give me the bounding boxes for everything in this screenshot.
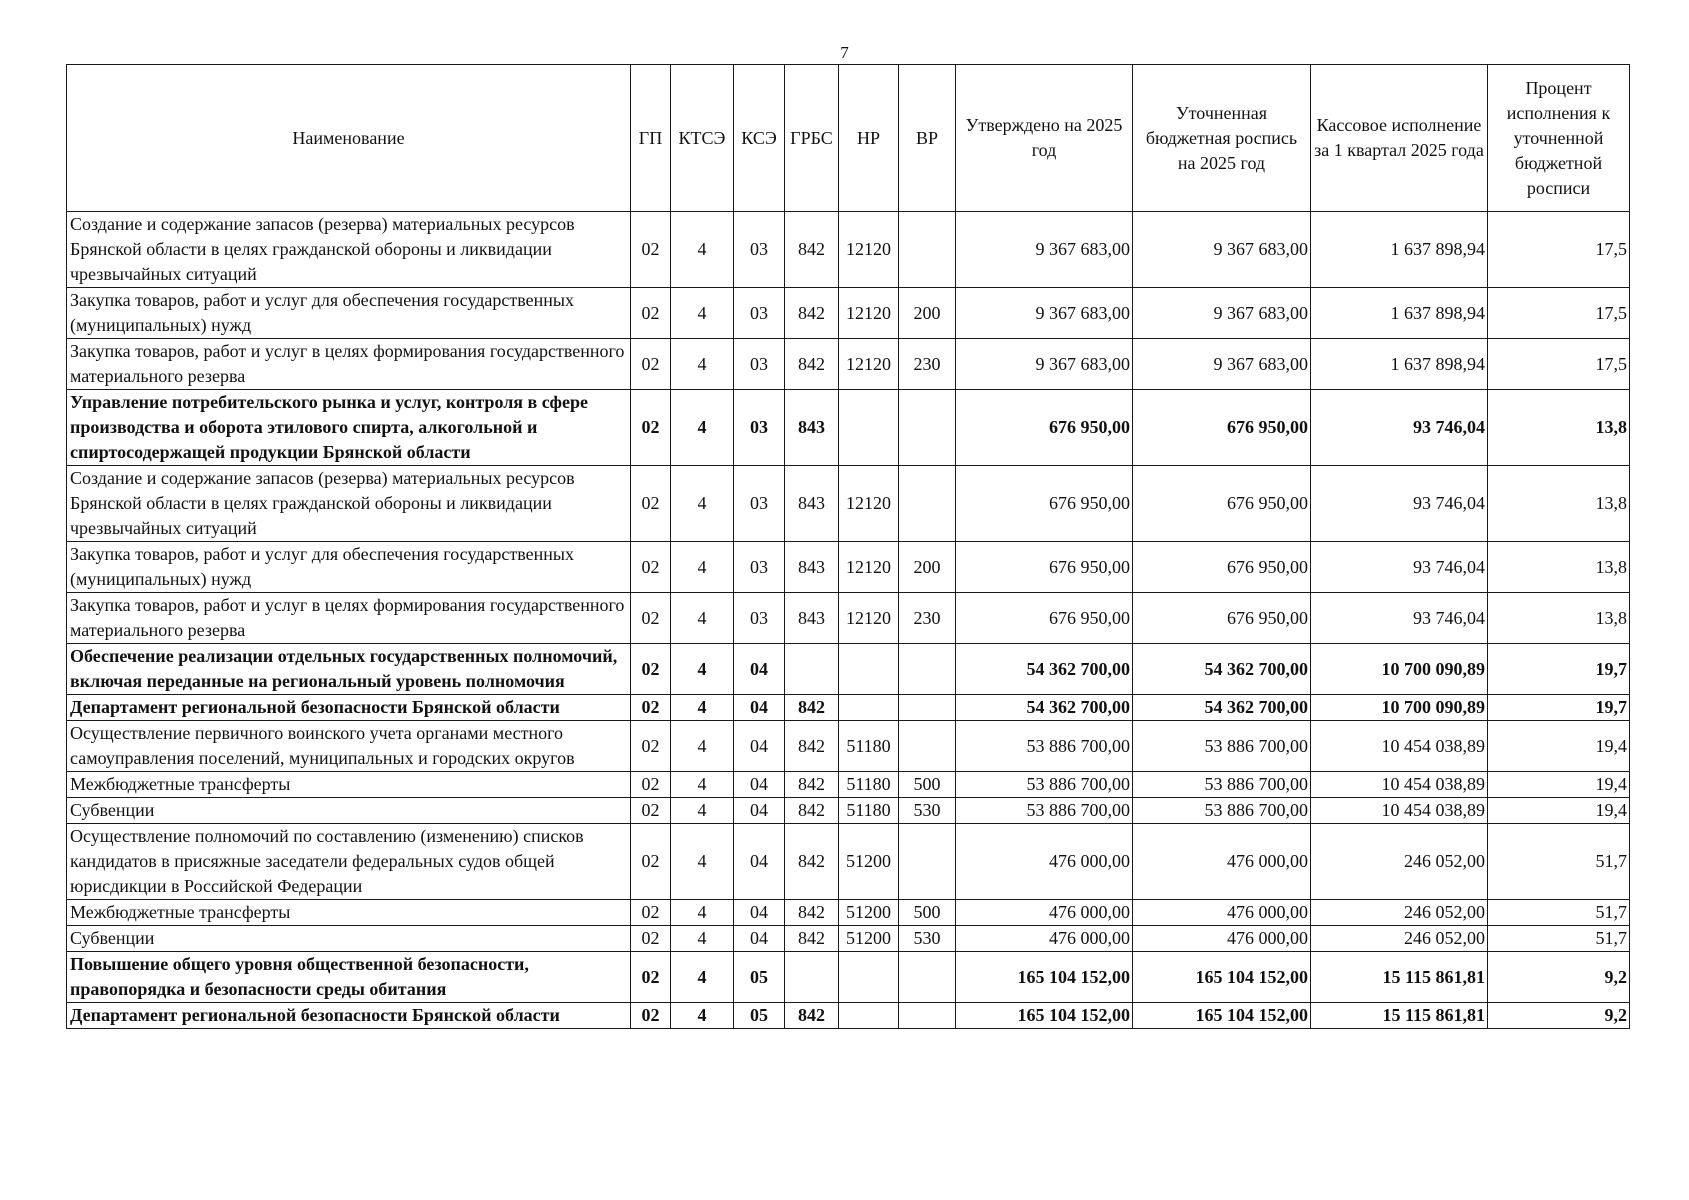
cell-nr (839, 644, 899, 695)
cell-kse: 03 (734, 339, 785, 390)
cell-gp: 02 (631, 288, 671, 339)
cell-vr (899, 721, 956, 772)
cell-cash: 10 454 038,89 (1311, 721, 1488, 772)
cell-gp: 02 (631, 542, 671, 593)
header-kse: КСЭ (734, 65, 785, 212)
cell-grbs: 842 (785, 772, 839, 798)
cell-vr: 500 (899, 900, 956, 926)
cell-percent: 13,8 (1488, 542, 1630, 593)
cell-name: Межбюджетные трансферты (67, 772, 631, 798)
cell-nr: 51200 (839, 824, 899, 900)
table-row (67, 212, 1630, 288)
cell-approved: 676 950,00 (956, 390, 1133, 466)
cell-vr (899, 824, 956, 900)
cell-nr: 12120 (839, 288, 899, 339)
cell-gp: 02 (631, 900, 671, 926)
budget-table (66, 64, 1630, 1029)
cell-refined: 9 367 683,00 (1133, 212, 1311, 288)
table-row (67, 1003, 1630, 1029)
table-row (67, 900, 1630, 926)
cell-kse: 03 (734, 466, 785, 542)
cell-vr (899, 212, 956, 288)
cell-percent: 51,7 (1488, 824, 1630, 900)
cell-cash: 93 746,04 (1311, 593, 1488, 644)
cell-kse: 04 (734, 900, 785, 926)
cell-grbs: 842 (785, 721, 839, 772)
cell-nr: 51180 (839, 772, 899, 798)
header-cash: Кассовое исполнение за 1 квартал 2025 года (1311, 65, 1488, 212)
cell-grbs: 842 (785, 212, 839, 288)
cell-name: Департамент региональной безопасности Брянской области (67, 695, 631, 721)
cell-refined: 165 104 152,00 (1133, 1003, 1311, 1029)
cell-refined: 476 000,00 (1133, 824, 1311, 900)
cell-ktse: 4 (671, 824, 734, 900)
cell-vr (899, 952, 956, 1003)
header-nr: НР (839, 65, 899, 212)
cell-vr (899, 695, 956, 721)
cell-cash: 246 052,00 (1311, 926, 1488, 952)
cell-kse: 05 (734, 1003, 785, 1029)
cell-name: Создание и содержание запасов (резерва) материальных ресурсов Брянской области в целях гражданской обороны и ликвидации чрезвычайных ситуаций (67, 212, 631, 288)
cell-cash: 93 746,04 (1311, 390, 1488, 466)
cell-nr: 51180 (839, 721, 899, 772)
cell-ktse: 4 (671, 926, 734, 952)
cell-nr: 12120 (839, 593, 899, 644)
cell-approved: 676 950,00 (956, 542, 1133, 593)
cell-cash: 10 700 090,89 (1311, 695, 1488, 721)
cell-vr: 530 (899, 926, 956, 952)
cell-vr (899, 644, 956, 695)
cell-refined: 54 362 700,00 (1133, 644, 1311, 695)
cell-kse: 04 (734, 798, 785, 824)
cell-cash: 246 052,00 (1311, 900, 1488, 926)
cell-percent: 9,2 (1488, 1003, 1630, 1029)
header-name: Наименование (67, 65, 631, 212)
cell-nr (839, 952, 899, 1003)
cell-kse: 03 (734, 390, 785, 466)
cell-kse: 04 (734, 695, 785, 721)
cell-name: Закупка товаров, работ и услуг для обеспечения государственных (муниципальных) нужд (67, 542, 631, 593)
cell-gp: 02 (631, 772, 671, 798)
cell-approved: 165 104 152,00 (956, 952, 1133, 1003)
cell-gp: 02 (631, 695, 671, 721)
table-body (67, 212, 1630, 1029)
cell-ktse: 4 (671, 798, 734, 824)
cell-kse: 04 (734, 721, 785, 772)
cell-vr: 200 (899, 288, 956, 339)
cell-approved: 9 367 683,00 (956, 212, 1133, 288)
cell-vr: 530 (899, 798, 956, 824)
cell-nr: 12120 (839, 542, 899, 593)
header-ktse: КТСЭ (671, 65, 734, 212)
cell-kse: 04 (734, 644, 785, 695)
cell-vr: 200 (899, 542, 956, 593)
cell-nr: 51200 (839, 900, 899, 926)
header-gp: ГП (631, 65, 671, 212)
cell-grbs: 842 (785, 695, 839, 721)
cell-refined: 9 367 683,00 (1133, 288, 1311, 339)
header-approved: Утверждено на 2025 год (956, 65, 1133, 212)
cell-gp: 02 (631, 466, 671, 542)
cell-ktse: 4 (671, 900, 734, 926)
cell-gp: 02 (631, 1003, 671, 1029)
cell-kse: 04 (734, 772, 785, 798)
cell-percent: 13,8 (1488, 593, 1630, 644)
cell-percent: 9,2 (1488, 952, 1630, 1003)
cell-approved: 476 000,00 (956, 900, 1133, 926)
cell-percent: 13,8 (1488, 466, 1630, 542)
cell-percent: 13,8 (1488, 390, 1630, 466)
cell-grbs: 842 (785, 926, 839, 952)
cell-grbs: 842 (785, 1003, 839, 1029)
cell-cash: 1 637 898,94 (1311, 288, 1488, 339)
cell-percent: 51,7 (1488, 900, 1630, 926)
cell-grbs: 842 (785, 288, 839, 339)
cell-refined: 165 104 152,00 (1133, 952, 1311, 1003)
table-row (67, 721, 1630, 772)
cell-name: Осуществление первичного воинского учета органами местного самоуправления поселений, муниципальных и городских округов (67, 721, 631, 772)
cell-refined: 53 886 700,00 (1133, 798, 1311, 824)
cell-kse: 03 (734, 542, 785, 593)
table-row (67, 466, 1630, 542)
cell-approved: 165 104 152,00 (956, 1003, 1133, 1029)
cell-percent: 17,5 (1488, 288, 1630, 339)
cell-gp: 02 (631, 644, 671, 695)
cell-percent: 19,4 (1488, 798, 1630, 824)
cell-kse: 03 (734, 288, 785, 339)
cell-grbs: 842 (785, 798, 839, 824)
cell-ktse: 4 (671, 644, 734, 695)
cell-gp: 02 (631, 390, 671, 466)
cell-percent: 19,7 (1488, 695, 1630, 721)
cell-name: Закупка товаров, работ и услуг для обеспечения государственных (муниципальных) нужд (67, 288, 631, 339)
cell-ktse: 4 (671, 288, 734, 339)
cell-cash: 10 454 038,89 (1311, 798, 1488, 824)
cell-ktse: 4 (671, 695, 734, 721)
cell-percent: 51,7 (1488, 926, 1630, 952)
cell-ktse: 4 (671, 466, 734, 542)
cell-vr (899, 1003, 956, 1029)
table-row (67, 695, 1630, 721)
cell-cash: 15 115 861,81 (1311, 952, 1488, 1003)
cell-approved: 476 000,00 (956, 926, 1133, 952)
cell-cash: 93 746,04 (1311, 466, 1488, 542)
cell-name: Закупка товаров, работ и услуг в целях формирования государственного материального резерва (67, 339, 631, 390)
table-row (67, 542, 1630, 593)
page-number: 7 (840, 43, 849, 62)
cell-percent: 19,4 (1488, 772, 1630, 798)
cell-percent: 19,4 (1488, 721, 1630, 772)
cell-approved: 53 886 700,00 (956, 772, 1133, 798)
cell-refined: 476 000,00 (1133, 900, 1311, 926)
cell-name: Субвенции (67, 798, 631, 824)
cell-gp: 02 (631, 721, 671, 772)
cell-gp: 02 (631, 212, 671, 288)
cell-name: Управление потребительского рынка и услуг, контроля в сфере производства и оборота этилового спирта, алкогольной и спиртосодержащей продукции Брянской области (67, 390, 631, 466)
cell-nr: 51180 (839, 798, 899, 824)
cell-refined: 676 950,00 (1133, 542, 1311, 593)
cell-approved: 53 886 700,00 (956, 721, 1133, 772)
cell-vr: 230 (899, 593, 956, 644)
cell-nr: 51200 (839, 926, 899, 952)
cell-ktse: 4 (671, 593, 734, 644)
cell-grbs: 842 (785, 824, 839, 900)
cell-gp: 02 (631, 798, 671, 824)
cell-grbs: 843 (785, 390, 839, 466)
cell-ktse: 4 (671, 1003, 734, 1029)
cell-vr: 230 (899, 339, 956, 390)
cell-kse: 03 (734, 593, 785, 644)
cell-cash: 1 637 898,94 (1311, 212, 1488, 288)
table-header-row (67, 65, 1630, 212)
cell-approved: 676 950,00 (956, 593, 1133, 644)
cell-refined: 676 950,00 (1133, 466, 1311, 542)
cell-approved: 54 362 700,00 (956, 695, 1133, 721)
cell-gp: 02 (631, 339, 671, 390)
cell-cash: 1 637 898,94 (1311, 339, 1488, 390)
cell-percent: 17,5 (1488, 339, 1630, 390)
cell-grbs: 843 (785, 593, 839, 644)
cell-name: Повышение общего уровня общественной безопасности, правопорядка и безопасности среды обитания (67, 952, 631, 1003)
cell-kse: 05 (734, 952, 785, 1003)
cell-grbs: 842 (785, 339, 839, 390)
table-row (67, 772, 1630, 798)
cell-gp: 02 (631, 593, 671, 644)
cell-kse: 04 (734, 926, 785, 952)
cell-name: Осуществление полномочий по составлению (изменению) списков кандидатов в присяжные заседатели федеральных судов общей юрисдикции в Российской Федерации (67, 824, 631, 900)
cell-ktse: 4 (671, 212, 734, 288)
cell-ktse: 4 (671, 390, 734, 466)
cell-vr (899, 466, 956, 542)
cell-nr (839, 695, 899, 721)
cell-approved: 676 950,00 (956, 466, 1133, 542)
cell-nr: 12120 (839, 212, 899, 288)
cell-nr (839, 1003, 899, 1029)
cell-nr: 12120 (839, 339, 899, 390)
cell-refined: 53 886 700,00 (1133, 772, 1311, 798)
cell-approved: 9 367 683,00 (956, 288, 1133, 339)
cell-name: Субвенции (67, 926, 631, 952)
cell-approved: 9 367 683,00 (956, 339, 1133, 390)
cell-refined: 53 886 700,00 (1133, 721, 1311, 772)
table-row (67, 952, 1630, 1003)
cell-approved: 53 886 700,00 (956, 798, 1133, 824)
table-row (67, 593, 1630, 644)
cell-cash: 93 746,04 (1311, 542, 1488, 593)
table-row (67, 288, 1630, 339)
cell-grbs (785, 952, 839, 1003)
header-grbs: ГРБС (785, 65, 839, 212)
cell-ktse: 4 (671, 721, 734, 772)
cell-vr: 500 (899, 772, 956, 798)
cell-refined: 676 950,00 (1133, 593, 1311, 644)
cell-gp: 02 (631, 926, 671, 952)
cell-kse: 03 (734, 212, 785, 288)
header-percent: Процент исполнения к уточненной бюджетной росписи (1488, 65, 1630, 212)
header-vr: ВР (899, 65, 956, 212)
cell-name: Межбюджетные трансферты (67, 900, 631, 926)
cell-ktse: 4 (671, 542, 734, 593)
cell-nr: 12120 (839, 466, 899, 542)
cell-cash: 10 700 090,89 (1311, 644, 1488, 695)
cell-kse: 04 (734, 824, 785, 900)
cell-grbs: 843 (785, 466, 839, 542)
table-row (67, 339, 1630, 390)
cell-name: Закупка товаров, работ и услуг в целях формирования государственного материального резерва (67, 593, 631, 644)
table-row (67, 644, 1630, 695)
cell-nr (839, 390, 899, 466)
cell-percent: 17,5 (1488, 212, 1630, 288)
cell-gp: 02 (631, 952, 671, 1003)
cell-percent: 19,7 (1488, 644, 1630, 695)
table-row (67, 824, 1630, 900)
cell-grbs: 843 (785, 542, 839, 593)
table-row (67, 926, 1630, 952)
cell-refined: 676 950,00 (1133, 390, 1311, 466)
cell-refined: 54 362 700,00 (1133, 695, 1311, 721)
table-row (67, 390, 1630, 466)
cell-ktse: 4 (671, 339, 734, 390)
table-row (67, 798, 1630, 824)
cell-grbs: 842 (785, 900, 839, 926)
cell-cash: 10 454 038,89 (1311, 772, 1488, 798)
cell-vr (899, 390, 956, 466)
cell-name: Создание и содержание запасов (резерва) материальных ресурсов Брянской области в целях гражданской обороны и ликвидации чрезвычайных ситуаций (67, 466, 631, 542)
header-refined: Уточненная бюджетная роспись на 2025 год (1133, 65, 1311, 212)
cell-ktse: 4 (671, 772, 734, 798)
cell-cash: 246 052,00 (1311, 824, 1488, 900)
cell-ktse: 4 (671, 952, 734, 1003)
cell-approved: 54 362 700,00 (956, 644, 1133, 695)
cell-refined: 9 367 683,00 (1133, 339, 1311, 390)
cell-refined: 476 000,00 (1133, 926, 1311, 952)
cell-name: Департамент региональной безопасности Брянской области (67, 1003, 631, 1029)
cell-name: Обеспечение реализации отдельных государственных полномочий, включая переданные на региональный уровень полномочия (67, 644, 631, 695)
cell-cash: 15 115 861,81 (1311, 1003, 1488, 1029)
cell-gp: 02 (631, 824, 671, 900)
cell-approved: 476 000,00 (956, 824, 1133, 900)
cell-grbs (785, 644, 839, 695)
